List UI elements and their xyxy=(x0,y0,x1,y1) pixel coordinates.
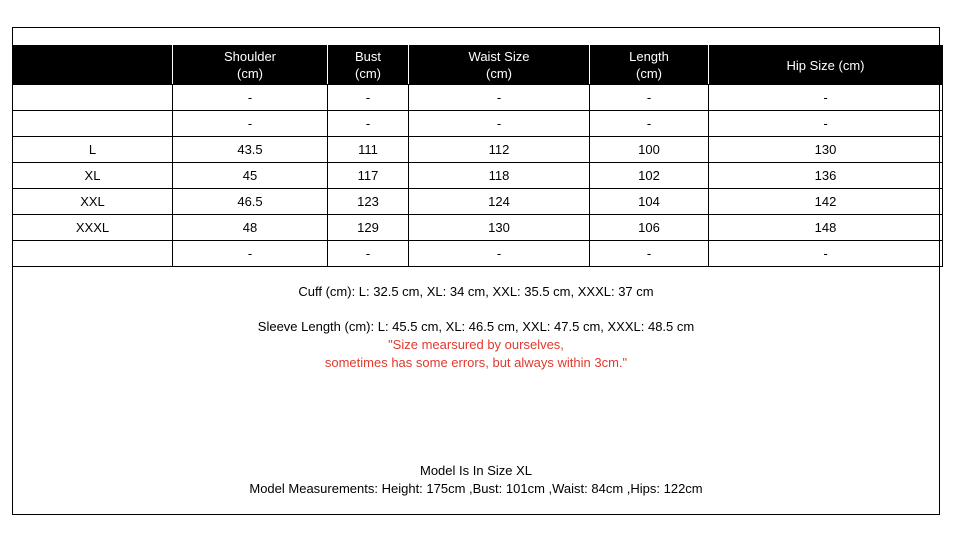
shoulder-cell: 43.5 xyxy=(173,137,328,163)
shoulder-cell: - xyxy=(173,85,328,111)
table-row xyxy=(13,111,943,137)
disclaimer-line-1: "Size mearsured by ourselves, xyxy=(388,337,564,352)
bust-cell: 117 xyxy=(328,163,409,189)
table-row xyxy=(13,241,943,267)
waist-cell: - xyxy=(409,85,590,111)
table-row xyxy=(13,163,943,189)
hip-cell: - xyxy=(709,85,943,111)
shoulder-cell: 46.5 xyxy=(173,189,328,215)
size-table xyxy=(12,45,943,267)
length-cell: 102 xyxy=(590,163,709,189)
length-cell: 106 xyxy=(590,215,709,241)
waist-cell: 118 xyxy=(409,163,590,189)
header-length: Length (cm) xyxy=(590,46,709,85)
length-cell: - xyxy=(590,85,709,111)
model-measurements-text: Model Measurements: Height: 175cm ,Bust: 101cm ,Waist: 84cm ,Hips: 122cm xyxy=(249,481,703,496)
size-cell xyxy=(13,111,173,137)
hip-cell: 130 xyxy=(709,137,943,163)
model-size-text: Model Is In Size XL xyxy=(420,463,532,478)
bust-cell: 129 xyxy=(328,215,409,241)
bust-cell: - xyxy=(328,241,409,267)
size-cell: XXXL xyxy=(13,215,173,241)
bust-cell: - xyxy=(328,111,409,137)
length-cell: - xyxy=(590,241,709,267)
shoulder-cell: - xyxy=(173,241,328,267)
size-cell xyxy=(13,241,173,267)
length-cell: - xyxy=(590,111,709,137)
hip-cell: 148 xyxy=(709,215,943,241)
table-row xyxy=(13,215,943,241)
size-cell: XL xyxy=(13,163,173,189)
table-header-row xyxy=(13,46,943,85)
header-size xyxy=(13,46,173,85)
cuff-text: Cuff (cm): L: 32.5 cm, XL: 34 cm, XXL: 35.5 cm, XXXL: 37 cm xyxy=(298,284,654,299)
size-cell xyxy=(13,85,173,111)
shoulder-cell: 45 xyxy=(173,163,328,189)
table-row xyxy=(13,85,943,111)
length-cell: 100 xyxy=(590,137,709,163)
shoulder-cell: 48 xyxy=(173,215,328,241)
hip-cell: 136 xyxy=(709,163,943,189)
disclaimer-line-2: sometimes has some errors, but always within 3cm." xyxy=(324,355,628,370)
size-cell: XXL xyxy=(13,189,173,215)
bust-cell: 111 xyxy=(328,137,409,163)
header-hip: Hip Size (cm) xyxy=(709,46,943,85)
sleeve-length-text: Sleeve Length (cm): L: 45.5 cm, XL: 46.5 cm, XXL: 47.5 cm, XXXL: 48.5 cm xyxy=(257,319,695,334)
shoulder-cell: - xyxy=(173,111,328,137)
size-cell: L xyxy=(13,137,173,163)
cuff-note xyxy=(12,283,940,301)
waist-cell: - xyxy=(409,241,590,267)
hip-cell: - xyxy=(709,241,943,267)
bust-cell: - xyxy=(328,85,409,111)
waist-cell: 112 xyxy=(409,137,590,163)
waist-cell: - xyxy=(409,111,590,137)
table-row xyxy=(13,189,943,215)
hip-cell: 142 xyxy=(709,189,943,215)
waist-cell: 124 xyxy=(409,189,590,215)
bust-cell: 123 xyxy=(328,189,409,215)
sleeve-and-disclaimer-note xyxy=(12,318,940,372)
model-info xyxy=(12,462,940,498)
waist-cell: 130 xyxy=(409,215,590,241)
header-bust: Bust (cm) xyxy=(328,46,409,85)
header-waist: Waist Size (cm) xyxy=(409,46,590,85)
length-cell: 104 xyxy=(590,189,709,215)
table-row xyxy=(13,137,943,163)
header-shoulder: Shoulder (cm) xyxy=(173,46,328,85)
hip-cell: - xyxy=(709,111,943,137)
